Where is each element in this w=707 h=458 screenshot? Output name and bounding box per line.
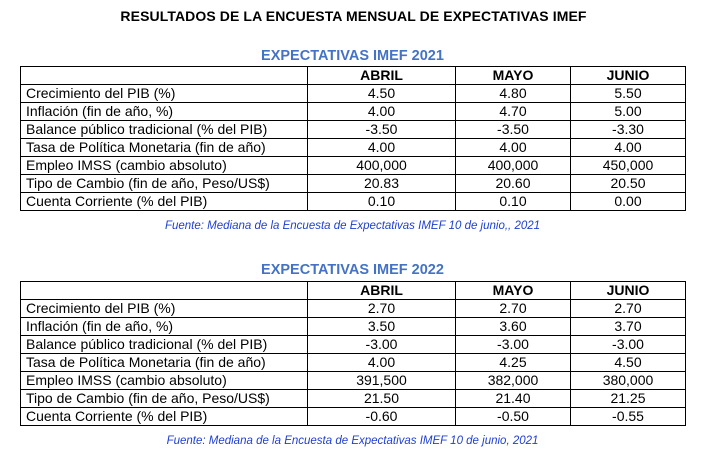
cell-junio: -3.30 xyxy=(571,121,686,139)
cell-junio: -0.55 xyxy=(571,408,686,426)
cell-abril: 4.50 xyxy=(308,85,456,103)
cell-junio: 21.25 xyxy=(571,390,686,408)
row-label: Empleo IMSS (cambio absoluto) xyxy=(21,372,308,390)
cell-abril: 21.50 xyxy=(308,390,456,408)
cell-mayo: 4.70 xyxy=(456,103,571,121)
row-label: Empleo IMSS (cambio absoluto) xyxy=(21,157,308,175)
cell-abril: 391,500 xyxy=(308,372,456,390)
header-label-cell xyxy=(21,67,308,85)
table-row xyxy=(21,175,686,193)
cell-abril: 4.00 xyxy=(308,354,456,372)
cell-abril: -3.00 xyxy=(308,336,456,354)
cell-junio: 5.00 xyxy=(571,103,686,121)
table-header-row xyxy=(21,67,686,85)
table-row xyxy=(21,408,686,426)
row-label: Balance público tradicional (% del PIB) xyxy=(21,336,308,354)
cell-abril: 20.83 xyxy=(308,175,456,193)
cell-junio: 2.70 xyxy=(571,300,686,318)
cell-mayo: 4.25 xyxy=(456,354,571,372)
table-row xyxy=(21,390,686,408)
table-row xyxy=(21,193,686,211)
row-label: Tipo de Cambio (fin de año, Peso/US$) xyxy=(21,175,308,193)
cell-mayo: 382,000 xyxy=(456,372,571,390)
table-row xyxy=(21,336,686,354)
page-title: RESULTADOS DE LA ENCUESTA MENSUAL DE EXPECTATIVAS IMEF xyxy=(120,8,587,24)
header-abril: ABRIL xyxy=(308,67,456,85)
cell-mayo: -0.50 xyxy=(456,408,571,426)
cell-mayo: 4.80 xyxy=(456,85,571,103)
cell-abril: 2.70 xyxy=(308,300,456,318)
row-label: Inflación (fin de año, %) xyxy=(21,318,308,336)
cell-abril: 4.00 xyxy=(308,139,456,157)
cell-mayo: 400,000 xyxy=(456,157,571,175)
row-label: Cuenta Corriente (% del PIB) xyxy=(21,408,308,426)
row-label: Inflación (fin de año, %) xyxy=(21,103,308,121)
row-label: Tasa de Política Monetaria (fin de año) xyxy=(21,354,308,372)
cell-abril: 0.10 xyxy=(308,193,456,211)
cell-abril: -0.60 xyxy=(308,408,456,426)
cell-mayo: 3.60 xyxy=(456,318,571,336)
source-note-2022: Fuente: Mediana de la Encuesta de Expectativas IMEF 10 de junio, 2021 xyxy=(166,435,539,447)
row-label: Crecimiento del PIB (%) xyxy=(21,300,308,318)
table-row xyxy=(21,318,686,336)
header-abril: ABRIL xyxy=(308,282,456,300)
expectations-table-2022 xyxy=(20,281,686,426)
table-title-2022: EXPECTATIVAS IMEF 2022 xyxy=(261,262,444,278)
cell-mayo: -3.50 xyxy=(456,121,571,139)
header-mayo: MAYO xyxy=(456,67,571,85)
cell-mayo: 2.70 xyxy=(456,300,571,318)
table-title-2021: EXPECTATIVAS IMEF 2021 xyxy=(261,48,444,64)
table-row xyxy=(21,139,686,157)
cell-junio: 0.00 xyxy=(571,193,686,211)
cell-mayo: 0.10 xyxy=(456,193,571,211)
cell-mayo: 20.60 xyxy=(456,175,571,193)
row-label: Balance público tradicional (% del PIB) xyxy=(21,121,308,139)
expectations-table-2021 xyxy=(20,66,686,211)
header-junio: JUNIO xyxy=(571,282,686,300)
header-junio: JUNIO xyxy=(571,67,686,85)
cell-junio: 380,000 xyxy=(571,372,686,390)
row-label: Cuenta Corriente (% del PIB) xyxy=(21,193,308,211)
cell-mayo: 4.00 xyxy=(456,139,571,157)
header-label-cell xyxy=(21,282,308,300)
source-note-2021: Fuente: Mediana de la Encuesta de Expectativas IMEF 10 de junio,, 2021 xyxy=(164,220,541,232)
cell-abril: -3.50 xyxy=(308,121,456,139)
cell-mayo: -3.00 xyxy=(456,336,571,354)
row-label: Tasa de Política Monetaria (fin de año) xyxy=(21,139,308,157)
header-mayo: MAYO xyxy=(456,282,571,300)
table-row xyxy=(21,157,686,175)
cell-junio: 5.50 xyxy=(571,85,686,103)
cell-abril: 4.00 xyxy=(308,103,456,121)
cell-abril: 3.50 xyxy=(308,318,456,336)
row-label: Tipo de Cambio (fin de año, Peso/US$) xyxy=(21,390,308,408)
cell-junio: -3.00 xyxy=(571,336,686,354)
table-row xyxy=(21,103,686,121)
row-label: Crecimiento del PIB (%) xyxy=(21,85,308,103)
cell-junio: 4.00 xyxy=(571,139,686,157)
cell-abril: 400,000 xyxy=(308,157,456,175)
cell-mayo: 21.40 xyxy=(456,390,571,408)
cell-junio: 3.70 xyxy=(571,318,686,336)
table-header-row xyxy=(21,282,686,300)
table-row xyxy=(21,354,686,372)
cell-junio: 20.50 xyxy=(571,175,686,193)
cell-junio: 450,000 xyxy=(571,157,686,175)
table-row xyxy=(21,85,686,103)
table-row xyxy=(21,300,686,318)
table-row xyxy=(21,372,686,390)
table-row xyxy=(21,121,686,139)
cell-junio: 4.50 xyxy=(571,354,686,372)
